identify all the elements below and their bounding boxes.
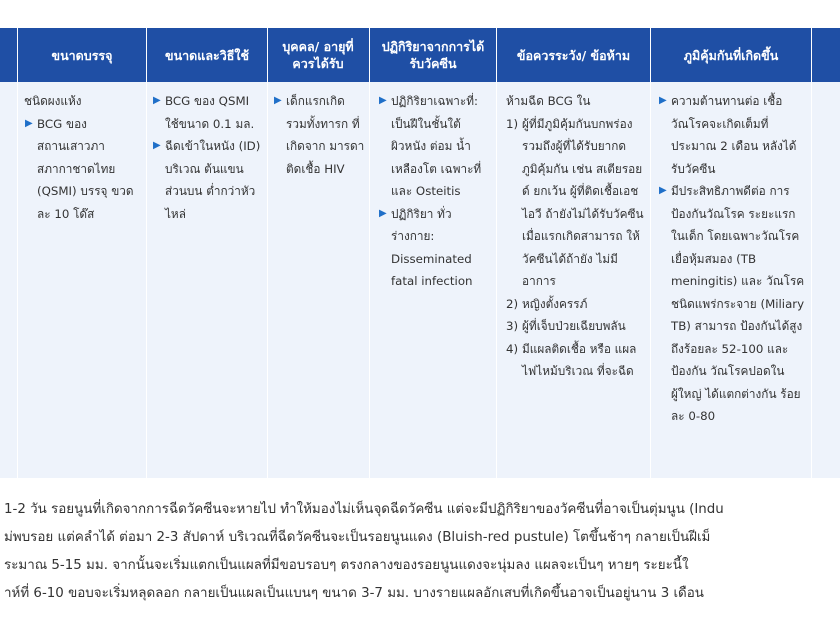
column-divider [650, 28, 651, 478]
triangle-right-icon: ▶ [153, 95, 161, 106]
list-item: ▶ ปฏิกิริยาเฉพาะที่: เป็นฝีในชั้นใต้ ผิวหนัง ต่อม น้ำเหลืองโต เฉพาะที่ และ Osteitis [378, 90, 492, 203]
cell-packaging [24, 90, 142, 225]
header-recipients: บุคคล/ อายุที่ควรได้รับ [282, 39, 354, 71]
list-item: ▶ ความต้านทานต่อ เชื้อวัณโรคจะเกิดเต็มที่ ประมาณ 2 เดือน หลังได้รับวัคซีน [658, 90, 806, 180]
triangle-right-icon: ▶ [379, 207, 387, 219]
list-item: ▶ มีประสิทธิภาพดีต่อ การป้องกันวัณโรค ระยะแรกในเด็ก โดยเฉพาะวัณโรค เยื่อหุ้มสมอง (TB meningitis) และ วัณโรคชนิดแพร่กระจาย (Miliary TB) สามารถ ป้องกันได้สูงถึงร้อยละ 52-100 และป้องกัน วัณโรคปอดในผู้ใหญ่ ได้แตกต่างกัน ร้อยละ 0-80 [658, 180, 806, 428]
list-item: 4) มีแผลติดเชื้อ หรือ แผลไฟไหม้บริเวณ ที่จะฉีด [506, 341, 637, 378]
header-reactions: ปฏิกิริยาจากการได้รับวัคซีน [381, 39, 485, 71]
column-divider [267, 28, 268, 478]
cell-precautions [506, 90, 646, 383]
paragraph-line: าห์ที่ 6-10 ขอบจะเริ่มหลุดลอก กลายเป็นแผลเป็นแบนๆ ขนาด 3-7 มม. บางรายแผลอักเสบที่เกิดขึ้นอาจเป็นอยู่นาน 3 เดือน [4, 586, 704, 601]
list-item: ▶ ปฏิกิริยา ทั่วร่างกาย: Disseminated fatal infection [378, 203, 492, 293]
column-divider [17, 28, 18, 478]
triangle-right-icon: ▶ [153, 140, 161, 151]
header-dosage: ขนาดและวิธีใช้ [165, 47, 249, 63]
table-header-row [0, 28, 840, 82]
column-divider [369, 28, 370, 478]
list-item: ▶ ฉีดเข้าในหนัง (ID) บริเวณ ต้นแขนส่วนบน ต่ำกว่าหัวไหล่ [152, 135, 264, 225]
vaccine-info-table [0, 28, 840, 478]
cell-immunity [658, 90, 806, 428]
triangle-right-icon: ▶ [659, 95, 667, 106]
column-divider [146, 28, 147, 478]
list-item: 3) ผู้ที่เจ็บป่วยเฉียบพลัน [506, 319, 626, 333]
triangle-right-icon: ▶ [25, 117, 33, 129]
list-item: 2) หญิงตั้งครรภ์ [506, 296, 588, 311]
cell-dosage [152, 90, 264, 225]
cell-recipients [273, 90, 365, 180]
header-precautions: ข้อควรระวัง/ ข้อห้าม [516, 47, 631, 63]
column-divider [811, 28, 812, 478]
list-item: ▶ เด็กแรกเกิด รวมทั้งทารก ที่เกิดจาก มารดาติดเชื้อ HIV [273, 90, 365, 180]
list-item: ▶ BCG ของ QSMI ใช้ขนาด 0.1 มล. [152, 90, 264, 135]
header-packaging: ขนาดบรรจุ [51, 47, 113, 63]
cell-reactions [378, 90, 492, 293]
paragraph-line: 1-2 วัน รอยนูนที่เกิดจากการฉีดวัคซีนจะหายไป ทำให้มองไม่เห็นจุดฉีดวัคซีน แต่จะมีปฏิกิริยาของวัคซีนที่อาจเป็นตุ่มนูน (Indu [4, 502, 724, 517]
list-item: 1) ผู้ที่มีภูมิคุ้มกันบกพร่อง รวมถึงผู้ที่ได้รับยากด ภูมิคุ้มกัน เช่น สเตียรอยด์ ยกเว้น ผู้ที่ติดเชื้อเอชไอวี ถ้ายังไม่ได้รับวัคซีน เมื่อแรกเกิดสามารถ ให้วัคซีนได้ถ้ายัง ไม่มีอาการ [506, 116, 644, 288]
precautions-intro: ห้ามฉีด BCG ใน [506, 94, 591, 108]
column-divider [496, 28, 497, 478]
packaging-intro: ชนิดผงแห้ง [24, 94, 82, 108]
triangle-right-icon: ▶ [274, 95, 282, 106]
paragraph-line: ม่พบรอย แต่คลำได้ ต่อมา 2-3 สัปดาห์ บริเวณที่ฉีดวัคซีนจะเป็นรอยนูนแดง (Bluish-red pustule) โตขึ้นช้าๆ กลายเป็นฝีเม็ [4, 530, 711, 545]
list-item: ▶ BCG ของสถานเสาวภา สภากาชาดไทย (QSMI) บรรจุ ขวดละ 10 โด๊ส [24, 113, 142, 226]
triangle-right-icon: ▶ [379, 95, 387, 106]
triangle-right-icon: ▶ [659, 185, 667, 196]
paragraph-line: ระมาณ 5-15 มม. จากนั้นจะเริ่มแตกเป็นแผลที่มีขอบรอบๆ ตรงกลางของรอยนูนแดงจะนุ่มลง แผลจะเป็นๆ หายๆ ระยะนี้ใ [4, 558, 689, 573]
header-immunity: ภูมิคุ้มกันที่เกิดขึ้น [683, 47, 779, 63]
